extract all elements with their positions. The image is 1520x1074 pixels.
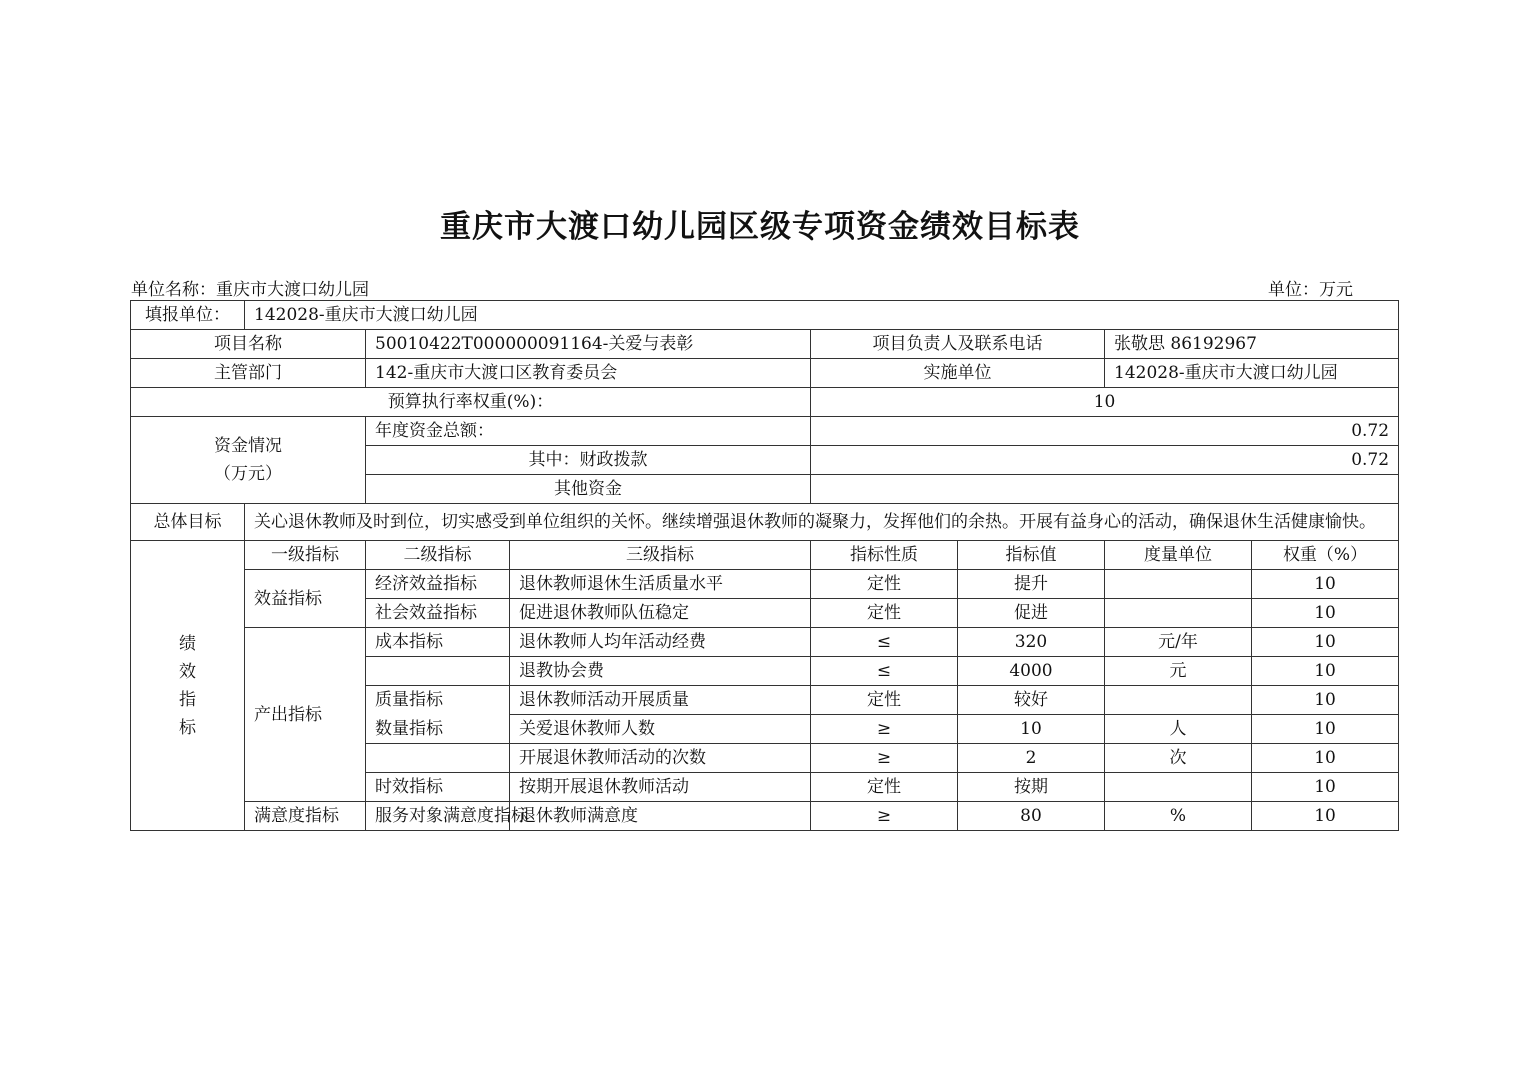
row-value: 10 bbox=[958, 715, 1105, 744]
funds-other-label: 其他资金 bbox=[366, 475, 811, 504]
indicator-section-label bbox=[131, 541, 245, 831]
impl-label: 实施单位 bbox=[811, 359, 1105, 388]
row-unit: % bbox=[1105, 802, 1252, 831]
unit-name-label: 单位名称：重庆市大渡口幼儿园 bbox=[131, 280, 369, 300]
indicator-char-4: 标 bbox=[179, 717, 196, 738]
header-level2: 二级指标 bbox=[366, 541, 510, 570]
fill-unit-label: 填报单位： bbox=[131, 301, 245, 330]
row-weight: 10 bbox=[1252, 715, 1399, 744]
funds-total-label: 年度资金总额： bbox=[366, 417, 811, 446]
row-level3: 退休教师退休生活质量水平 bbox=[510, 570, 811, 599]
group-output: 产出指标 bbox=[245, 628, 366, 802]
row-weight: 10 bbox=[1252, 599, 1399, 628]
row-level2: 服务对象满意度指标 bbox=[366, 802, 510, 831]
row-level3: 退教协会费 bbox=[510, 657, 811, 686]
row-level2 bbox=[366, 657, 510, 686]
budget-weight-label: 预算执行率权重(%)： bbox=[131, 388, 811, 417]
header-value: 指标值 bbox=[958, 541, 1105, 570]
row-unit bbox=[1105, 599, 1252, 628]
impl-value: 142028-重庆市大渡口幼儿园 bbox=[1105, 359, 1399, 388]
row-value: 较好 bbox=[958, 686, 1105, 715]
contact-label: 项目负责人及联系电话 bbox=[811, 330, 1105, 359]
indicator-char-1: 绩 bbox=[179, 633, 196, 654]
header-weight: 权重（%） bbox=[1252, 541, 1399, 570]
row-unit: 人 bbox=[1105, 715, 1252, 744]
row-nature: 定性 bbox=[811, 570, 958, 599]
indicator-char-2: 效 bbox=[179, 661, 196, 682]
indicator-header-row bbox=[131, 541, 1399, 570]
row-unit: 元 bbox=[1105, 657, 1252, 686]
goal-text: 关心退休教师及时到位，切实感受到单位组织的关怀。继续增强退休教师的凝聚力，发挥他们的余热。开展有益身心的活动，确保退休生活健康愉快。 bbox=[245, 504, 1399, 541]
row-nature: ≤ bbox=[811, 657, 958, 686]
row-unit: 元/年 bbox=[1105, 628, 1252, 657]
row-level2: 时效指标 bbox=[366, 773, 510, 802]
row-value: 4000 bbox=[958, 657, 1105, 686]
table-row bbox=[131, 802, 1399, 831]
row-weight: 10 bbox=[1252, 686, 1399, 715]
row-level2: 经济效益指标 bbox=[366, 570, 510, 599]
table-row bbox=[131, 570, 1399, 599]
dept-label: 主管部门 bbox=[131, 359, 366, 388]
row-unit bbox=[1105, 570, 1252, 599]
project-name-row bbox=[131, 330, 1399, 359]
row-level2: 成本指标 bbox=[366, 628, 510, 657]
funds-other-value bbox=[811, 475, 1399, 504]
budget-weight-value: 10 bbox=[811, 388, 1399, 417]
row-weight: 10 bbox=[1252, 657, 1399, 686]
row-level3: 退休教师人均年活动经费 bbox=[510, 628, 811, 657]
row-weight: 10 bbox=[1252, 570, 1399, 599]
funds-label-line2: （万元） bbox=[214, 464, 282, 484]
indicator-char-3: 指 bbox=[179, 689, 196, 710]
row-nature: 定性 bbox=[811, 599, 958, 628]
row-level3: 促进退休教师队伍稳定 bbox=[510, 599, 811, 628]
header-unit: 度量单位 bbox=[1105, 541, 1252, 570]
row-weight: 10 bbox=[1252, 628, 1399, 657]
header-nature: 指标性质 bbox=[811, 541, 958, 570]
row-weight: 10 bbox=[1252, 773, 1399, 802]
header-level3: 三级指标 bbox=[510, 541, 811, 570]
funds-fiscal-value: 0.72 bbox=[811, 446, 1399, 475]
row-nature: 定性 bbox=[811, 773, 958, 802]
row-level2: 质量指标 bbox=[366, 686, 510, 715]
fill-unit-value: 142028-重庆市大渡口幼儿园 bbox=[245, 301, 1399, 330]
row-value: 2 bbox=[958, 744, 1105, 773]
row-level3: 关爱退休教师人数 bbox=[510, 715, 811, 744]
project-name-label: 项目名称 bbox=[131, 330, 366, 359]
row-nature: ≥ bbox=[811, 802, 958, 831]
goal-row bbox=[131, 504, 1399, 541]
table-row bbox=[131, 628, 1399, 657]
row-unit bbox=[1105, 686, 1252, 715]
row-weight: 10 bbox=[1252, 744, 1399, 773]
row-nature: ≤ bbox=[811, 628, 958, 657]
row-nature: 定性 bbox=[811, 686, 958, 715]
funds-total-value: 0.72 bbox=[811, 417, 1399, 446]
row-level2: 社会效益指标 bbox=[366, 599, 510, 628]
row-level2: 数量指标 bbox=[366, 715, 510, 744]
row-level3: 退休教师满意度 bbox=[510, 802, 811, 831]
header-level1: 一级指标 bbox=[245, 541, 366, 570]
funds-label-line1: 资金情况 bbox=[214, 436, 282, 456]
page-title: 重庆市大渡口幼儿园区级专项资金绩效目标表 bbox=[440, 209, 1080, 245]
goal-label: 总体目标 bbox=[131, 504, 245, 541]
row-level3: 按期开展退休教师活动 bbox=[510, 773, 811, 802]
row-weight: 10 bbox=[1252, 802, 1399, 831]
group-satisfaction: 满意度指标 bbox=[245, 802, 366, 831]
project-name-value: 50010422T000000091164-关爱与表彰 bbox=[366, 330, 811, 359]
row-value: 按期 bbox=[958, 773, 1105, 802]
unit-measure-label: 单位：万元 bbox=[1268, 280, 1353, 300]
row-level3: 退休教师活动开展质量 bbox=[510, 686, 811, 715]
funds-fiscal-label: 其中：财政拨款 bbox=[366, 446, 811, 475]
row-nature: ≥ bbox=[811, 744, 958, 773]
row-level2 bbox=[366, 744, 510, 773]
row-value: 320 bbox=[958, 628, 1105, 657]
row-value: 促进 bbox=[958, 599, 1105, 628]
dept-value: 142-重庆市大渡口区教育委员会 bbox=[366, 359, 811, 388]
row-level3: 开展退休教师活动的次数 bbox=[510, 744, 811, 773]
contact-value: 张敬思 86192967 bbox=[1105, 330, 1399, 359]
funds-label bbox=[131, 417, 366, 504]
row-value: 提升 bbox=[958, 570, 1105, 599]
dept-row bbox=[131, 359, 1399, 388]
fill-unit-row bbox=[131, 301, 1399, 330]
row-unit: 次 bbox=[1105, 744, 1252, 773]
budget-weight-row bbox=[131, 388, 1399, 417]
row-unit bbox=[1105, 773, 1252, 802]
group-benefit: 效益指标 bbox=[245, 570, 366, 628]
row-nature: ≥ bbox=[811, 715, 958, 744]
row-value: 80 bbox=[958, 802, 1105, 831]
funds-total-row bbox=[131, 417, 1399, 446]
performance-table bbox=[130, 300, 1399, 831]
